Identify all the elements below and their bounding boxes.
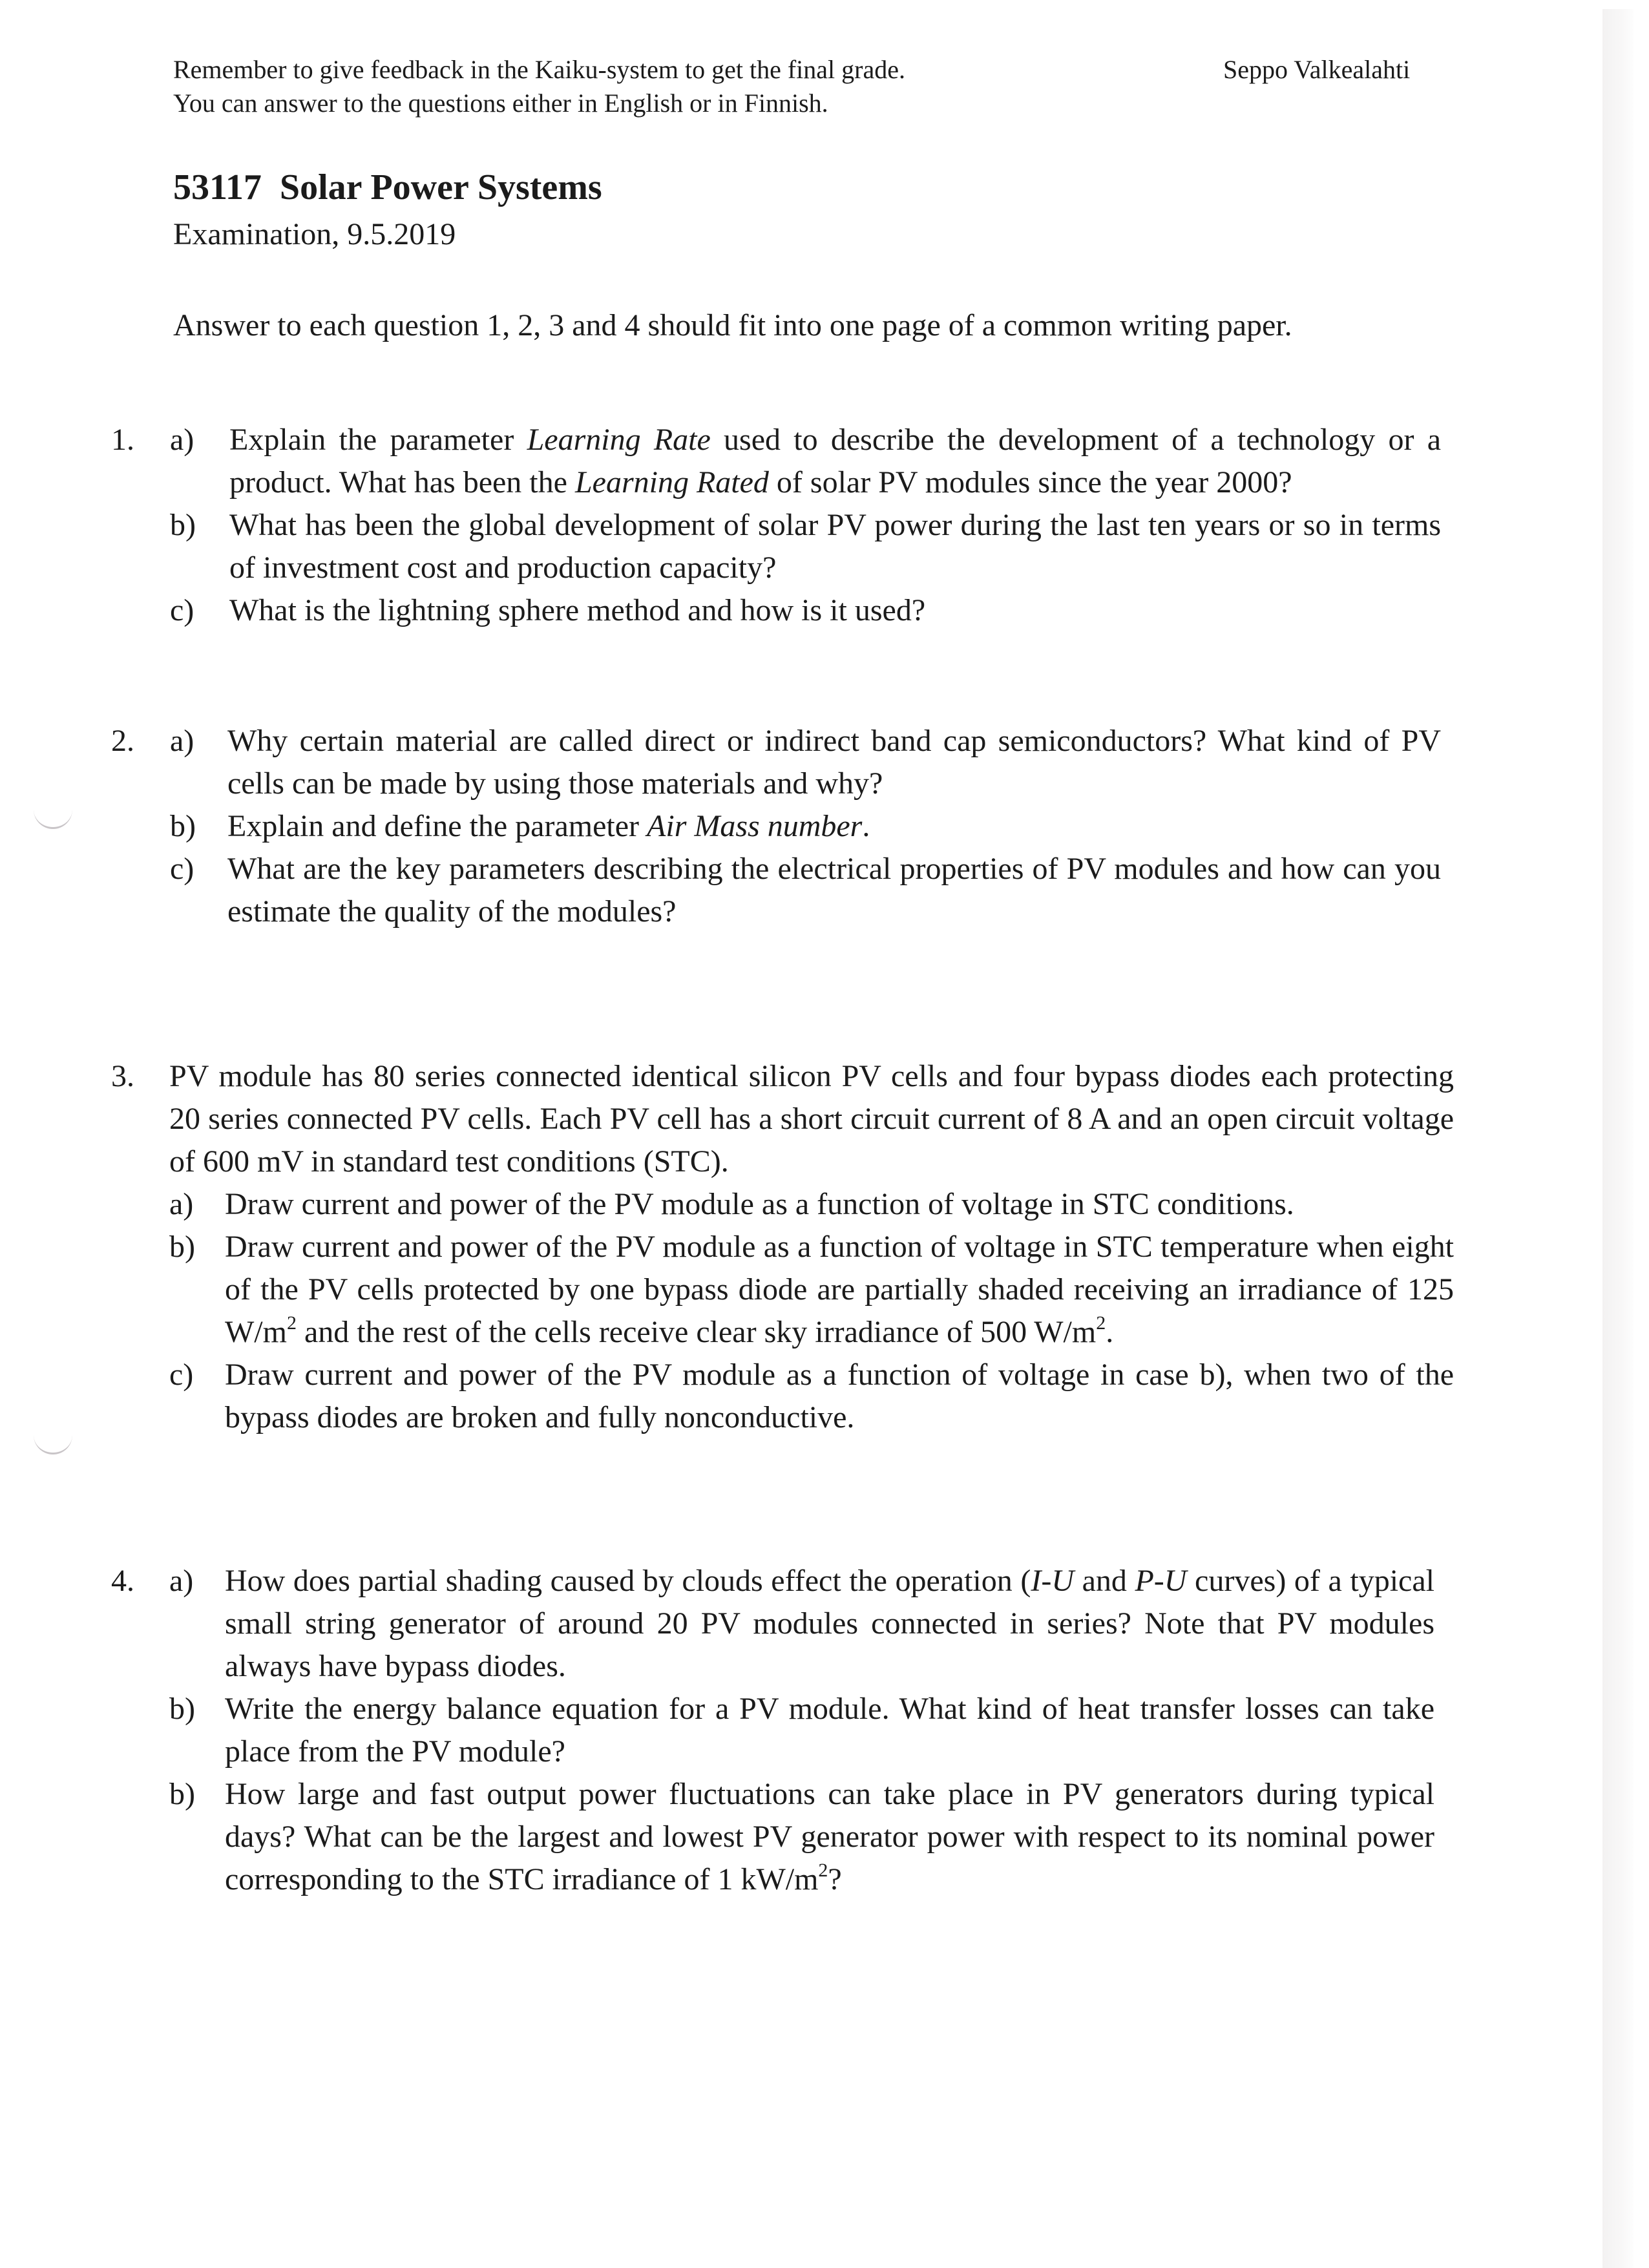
part-text: Explain and define the parameter Air Mass number. <box>227 809 870 843</box>
part-label: c) <box>169 1358 194 1392</box>
part-text: What has been the global development of solar PV power during the last ten years or so in terms of investment cost and production capacity? <box>229 508 1441 585</box>
notice-line: Remember to give feedback in the Kaiku-system to get the final grade. <box>173 55 905 84</box>
question-number: 3. <box>111 1059 134 1093</box>
course-code: 53117 <box>173 167 262 207</box>
question-part <box>170 504 1441 589</box>
part-text: How does partial shading caused by clouds effect the operation (I-U and P-U curves) of a typical small string generator of around 20 PV modules connected in series? Note that PV modules always have bypass diodes. <box>225 1564 1434 1683</box>
question-part <box>170 848 1441 933</box>
question-stem: PV module has 80 series connected identical silicon PV cells and four bypass diodes each protecting 20 series connected PV cells. Each PV cell has a short circuit current of 8 A and an open circuit voltage of 600 mV in standard test conditions (STC). <box>169 1059 1454 1179</box>
part-label: b) <box>170 508 196 542</box>
course-name: Solar Power Systems <box>279 167 602 207</box>
part-label: b) <box>169 1692 195 1726</box>
part-text: Draw current and power of the PV module as a function of voltage in case b), when two of the bypass diodes are broken and fully nonconductive. <box>225 1358 1454 1434</box>
question-number: 2. <box>111 724 134 758</box>
question-part <box>170 589 1441 632</box>
question-part <box>169 1560 1434 1688</box>
instructions: Answer to each question 1, 2, 3 and 4 should fit into one page of a common writing paper. <box>173 308 1292 342</box>
course-title <box>173 167 602 208</box>
question-part <box>169 1226 1454 1354</box>
question-part <box>170 419 1441 504</box>
question-number: 1. <box>111 423 134 457</box>
part-text: What is the lightning sphere method and how is it used? <box>229 593 926 627</box>
part-text: Draw current and power of the PV module as a function of voltage in STC conditions. <box>225 1187 1294 1221</box>
question-part <box>169 1688 1434 1773</box>
part-label: a) <box>169 1564 194 1598</box>
exam-notice <box>173 53 905 120</box>
part-text: Draw current and power of the PV module as a function of voltage in STC temperature when eight of the PV cells protected by one bypass diode are partially shaded receiving an irradiance of 125 $W/m^2$ and the rest of the cells receive clear sky irradiance of 500 $W/m^2$. <box>225 1230 1454 1349</box>
exam-date: Examination, 9.5.2019 <box>173 217 456 251</box>
question-part <box>169 1354 1454 1439</box>
question-part <box>170 720 1441 805</box>
notice-line: You can answer to the questions either in English or in Finnish. <box>173 89 828 118</box>
author-name: Seppo Valkealahti <box>1223 55 1411 84</box>
part-label: b) <box>169 1777 195 1811</box>
part-label: b) <box>169 1230 195 1264</box>
question-part <box>169 1183 1454 1226</box>
part-text: What are the key parameters describing the electrical properties of PV modules and how can you estimate the quality of the modules? <box>227 852 1441 929</box>
part-text: Write the energy balance equation for a PV module. What kind of heat transfer losses can take place from the PV module? <box>225 1692 1434 1769</box>
part-label: b) <box>170 809 196 843</box>
part-text: Explain the parameter Learning Rate used to describe the development of a technology or a product. What has been the Learning Rated of solar PV modules since the year 2000? <box>229 423 1441 499</box>
part-label: a) <box>170 724 194 758</box>
part-label: c) <box>170 852 194 886</box>
part-text: How large and fast output power fluctuations can take place in PV generators during typical days? What can be the largest and lowest PV generator power with respect to its nominal power corresponding to the STC irradiance of 1 $kW/m^2$? <box>225 1777 1434 1896</box>
part-label: a) <box>170 423 194 457</box>
part-text: Why certain material are called direct or indirect band cap semiconductors? What kind of PV cells can be made by using those materials and why? <box>227 724 1441 801</box>
question-number: 4. <box>111 1564 134 1598</box>
question-part <box>169 1773 1434 1901</box>
part-label: c) <box>170 593 194 627</box>
punch-hole-mark <box>34 808 72 829</box>
question-part <box>170 805 1441 848</box>
part-label: a) <box>169 1187 194 1221</box>
punch-hole-mark <box>34 1433 72 1454</box>
scan-edge-shadow <box>1602 9 1633 2268</box>
